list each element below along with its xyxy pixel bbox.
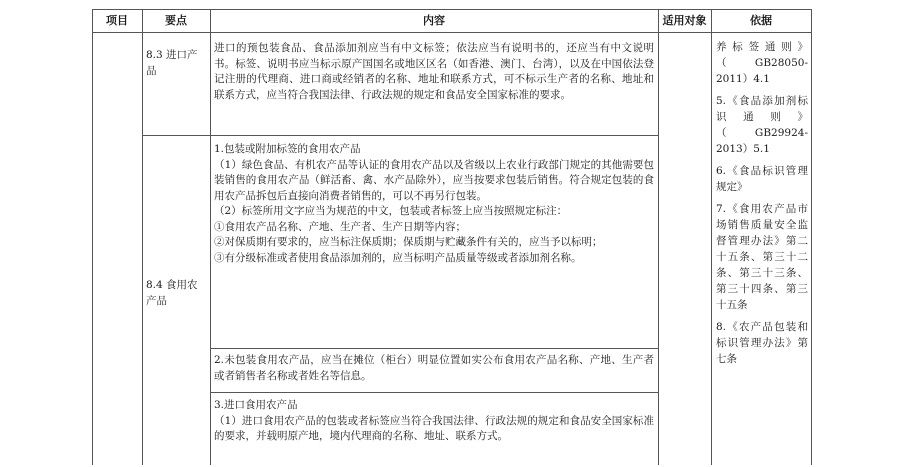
header-item: 项目	[106, 14, 128, 27]
content-8-4-import-text: （1）进口食用农产品的包装或者标签应当符合我国法律、行政法规的规定和食品安全国家标准的要求，并载明原产地，境内代理商的名称、地址、联系方式。	[214, 414, 654, 442]
table-left-border	[92, 9, 93, 465]
content-8-3	[214, 41, 654, 103]
content-8-4-part1	[214, 142, 654, 266]
content-8-4-item-3: ③有分级标准或者使用食品添加剂的，应当标明产品质量等级或者添加剂名称。	[214, 251, 582, 264]
row-divider-8-3	[142, 135, 658, 136]
content-8-4-item-1: ①食用农产品名称、产地、生产者、生产日期等内容；	[214, 220, 466, 233]
content-8-4-unpacked: 2.未包装食用农产品，应当在摊位（柜台）明显位置如实公布食用农产品名称、产地、生产者或者销售者名称或者姓名等信息。	[214, 354, 654, 382]
subrow-divider-1	[210, 348, 658, 349]
basis-item-5: 5.《食品添加剂标识通则》（GB29924-2013）5.1	[716, 95, 808, 155]
point-8-3: 8.3 进口产品	[146, 49, 198, 77]
content-8-4-import-heading: 3.进口食用农产品	[214, 399, 298, 411]
header-basis: 依据	[750, 14, 772, 27]
basis-list	[716, 39, 808, 367]
col-divider-item	[142, 9, 143, 465]
content-8-4-clause-2: （2）标签所用文字应当为规范的中文，包装或者标签上应当按照规定标注：	[214, 205, 568, 217]
content-8-4-part3	[214, 398, 654, 445]
header-content: 内容	[423, 14, 445, 27]
table-right-border	[811, 9, 812, 465]
header-scope: 适用对象	[662, 14, 707, 27]
basis-item-8: 8.《农产品包装和标识管理办法》第七条	[716, 321, 808, 365]
content-8-3-text: 进口的预包装食品、食品添加剂应当有中文标签；依法应当有说明书的，还应当有中文说明书。标签、说明书应当标示原产国国名或地区区名（如香港、澳门、台湾），以及在中国依法登记注册的代理商、进口商或经销者的名称、地址和联系方式，可不标示生产者的名称、地址和联系方式，应当符合我国法律、行政法规的规定和食品安全国家标准的要求。	[214, 42, 654, 101]
content-8-4-heading: 1.包装或附加标签的食用农产品	[214, 143, 361, 155]
basis-item-7: 7.《食用农产品市场销售质量安全监督管理办法》第二十五条、第三十二条、第三十三条、第三十四条、第三十五条	[716, 203, 808, 311]
header-point: 要点	[165, 14, 187, 27]
content-8-4-part2	[214, 353, 654, 384]
basis-item-4-cont: 养标签通则》（GB28050-2011）4.1	[716, 41, 808, 85]
col-divider-scope	[711, 9, 712, 465]
content-8-4-item-2: ②对保质期有要求的，应当标注保质期；保质期与贮藏条件有关的，应当予以标明；	[214, 236, 603, 248]
point-8-4: 8.4 食用农产品	[146, 279, 198, 307]
content-8-4-clause-1: （1）绿色食品、有机农产品等认证的食用农产品以及省级以上农业行政部门规定的其他需要包装销售的食用农产品（鲜活畜、禽、水产品除外），应当按要求包装后销售。符合规定包装的食用农产品拆包后直接向消费者销售的，可以不再另行包装。	[214, 158, 654, 202]
regulation-table	[92, 9, 812, 465]
subrow-divider-2	[210, 392, 658, 393]
col-divider-point	[210, 9, 211, 465]
header-bottom-border	[92, 32, 812, 33]
col-divider-content	[658, 9, 659, 465]
basis-item-6: 6.《食品标识管理规定》	[716, 165, 808, 193]
